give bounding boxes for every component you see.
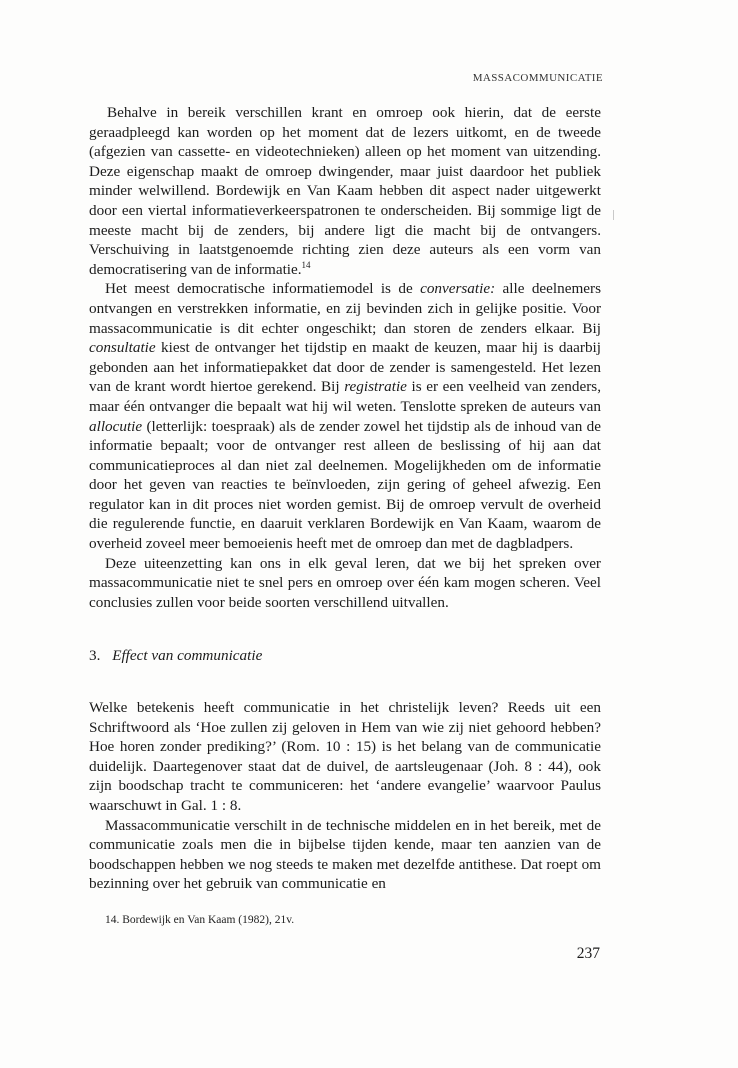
italic-term: registratie: [344, 378, 407, 396]
italic-term: conversatie:: [420, 280, 496, 298]
page-number: 237: [576, 945, 600, 962]
text-run: Massacommunicatie verschilt in de technische middelen en in het bereik, met de communicatie zoals men die in bijbelse tijden kende, maar ten aanzien van de boodschappen hebben we nog steeds te maken met dezelfde antithese. Dat roept om bezinning over het gebruik van communicatie en: [89, 816, 601, 893]
text-run: (letterlijk: toespraak) als de zender zowel het tijdstip als de inhoud van de informatie bepaalt; voor de ontvanger rest alleen de beslissing of hij aan dat communicatieproces al dan niet zal deelnemen. Mogelijkheden om de informatie door het geven van reacties te beïnvloeden, zijn gering of geheel afwezig. Een regulator kan in dit proces niet worden gemist. Bij de omroep vervult de overheid die regulerende functie, en daaruit verklaren Bordewijk en Van Kaam, waarom de overheid zoveel meer bemoeienis heeft met de omroep dan met de dagbladpers.: [89, 417, 601, 553]
text-run: Welke betekenis heeft communicatie in het christelijk leven? Reeds uit een Schriftwoord als ‘Hoe zullen zij geloven in Hem van wie zij niet gehoord hebben? Hoe horen zonder prediking?’ (Rom. 10 : 15) is het belang van de communicatie duidelijk. Daartegenover staat dat de duivel, de aartsleugenaar (Joh. 8 : 44), ook zijn boodschap tracht te communiceren: het ‘andere evangelie’ waarvoor Paulus waarschuwt in Gal. 1 : 8.: [89, 699, 601, 814]
text-run: Deze uiteenzetting kan ons in elk geval leren, dat we bij het spreken over massacommunicatie niet te snel pers en omroep over één kam mogen scheren. Veel conclusies zullen voor beide soorten verschillend uitvallen.: [89, 554, 601, 611]
footnote-reference: 14: [301, 259, 311, 270]
paragraph: [89, 279, 601, 553]
body-text: [89, 103, 601, 894]
intro-paragraphs: [89, 103, 601, 612]
italic-term: allocutie: [89, 417, 143, 435]
section-number: 3.: [89, 647, 101, 665]
section-paragraphs: [89, 698, 601, 894]
paragraph: [89, 103, 601, 279]
paragraph: [89, 816, 601, 894]
paragraph: [89, 554, 601, 613]
text-run: is er een veelheid van zenders, maar één ontvanger die bepaalt wat hij wil weten. Tenslotte spreken de auteurs van: [89, 378, 601, 415]
scan-speck: [613, 210, 614, 220]
text-run: Het meest democratische informatiemodel is de: [105, 280, 421, 298]
text-run: kiest de ontvanger het tijdstip en maakt de keuzen, maar hij is daarbij gebonden aan het informatiepakket dat door de zender is samengesteld. Het lezen van de krant wordt hiertoe gerekend. Bij: [89, 339, 601, 396]
running-head: MASSACOMMUNICATIE: [472, 72, 603, 84]
paragraph: [89, 698, 601, 816]
italic-term: consultatie: [89, 339, 156, 357]
text-run: Behalve in bereik verschillen krant en omroep ook hierin, dat de eerste geraadpleegd kan worden op het moment dat de lezers uitkomt, en de tweede (afgezien van cassette- en videotechnieken) alleen op het moment van uitzending. Deze eigenschap maakt de omroep dwingender, maar juist daardoor het publiek minder welwillend. Bordewijk en Van Kaam hebben dit aspect nader uitgewerkt door een viertal informatieverkeerspatronen te onderscheiden. Bij sommige ligt de meeste macht bij de zenders, bij andere ligt die macht bij de ontvangers. Verschuiving in laatstgenoemde richting zien deze auteurs als een vorm van democratisering van de informatie.: [89, 104, 601, 278]
section-heading: [89, 646, 601, 666]
footnote: 14. Bordewijk en Van Kaam (1982), 21v.: [105, 914, 295, 926]
text-run: alle deelnemers ontvangen en verstrekken informatie, en zij bevinden zich in gelijke positie. Voor massacommunicatie is dit echter ongeschikt; dan storen de zenders elkaar. Bij: [89, 280, 601, 337]
section-title: Effect van communicatie: [112, 647, 263, 665]
